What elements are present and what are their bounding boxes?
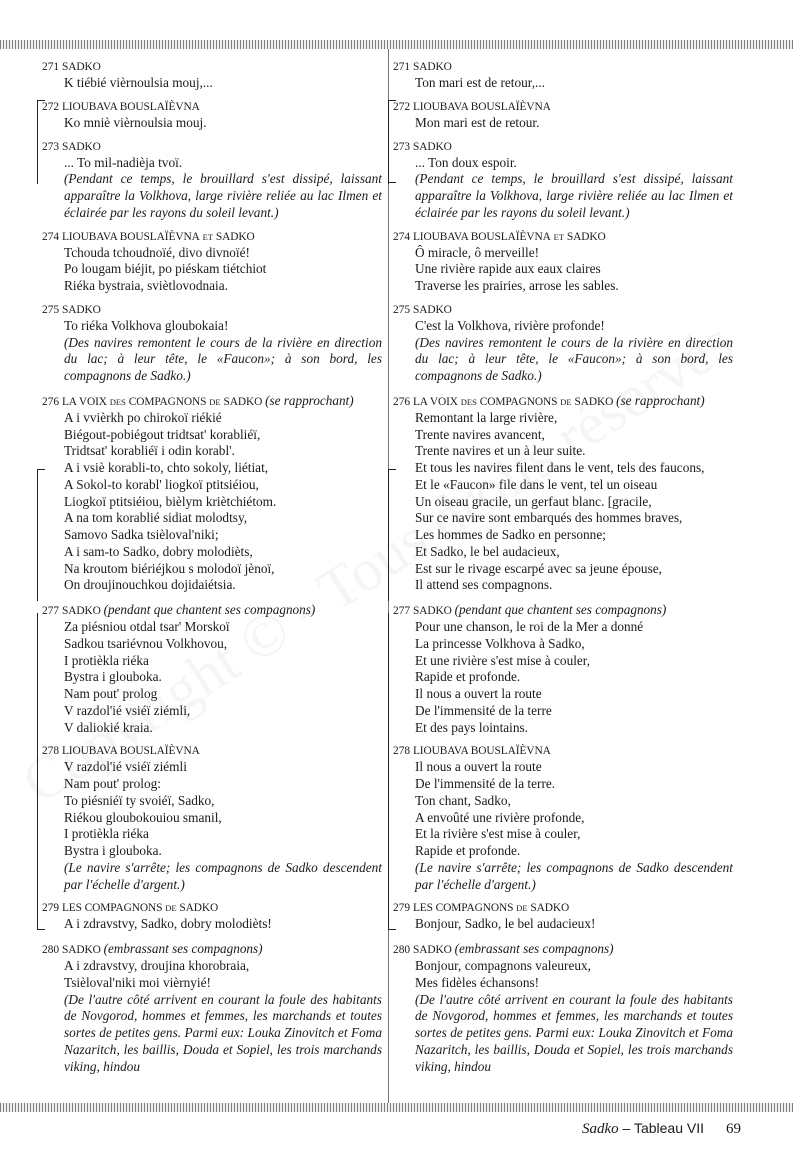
- verse-line: A i vvièrkh po chirokoï riékié: [64, 409, 222, 425]
- line-number: 273: [42, 140, 60, 153]
- speaker-heading: [42, 303, 382, 318]
- line-number: 275: [42, 303, 60, 316]
- verse-line: A na tom korablié sidiat molodtsy,: [64, 510, 248, 526]
- margin-bracket: [37, 613, 38, 930]
- footer-dash: –: [618, 1120, 634, 1136]
- dialogue-entry: [42, 602, 382, 736]
- stage-direction: (embrassant ses compagnons): [103, 941, 263, 956]
- speaker-heading: [42, 941, 382, 958]
- speaker-name: LIOUBAVA BOUSLAÏÈVNA: [412, 100, 551, 113]
- speaker-heading: [393, 140, 733, 155]
- verse-line: A i vsiè korabli-to, chto sokoly, liétiat,: [64, 460, 269, 475]
- speaker-conjunction: DE: [516, 903, 528, 914]
- verse-line: Il nous a ouvert la route: [415, 759, 542, 775]
- speaker-heading: [393, 303, 733, 318]
- verse-line: Riékou gloubokouiou smanil,: [64, 809, 222, 825]
- verse-line: Nam pout' prolog: [64, 686, 158, 701]
- verse-line: Mes fidèles échansons!: [415, 974, 540, 990]
- speaker-name: LIOUBAVA BOUSLAÏÈVNA: [412, 230, 551, 243]
- verse-line: Et la rivière s'est mise à couler,: [415, 826, 581, 842]
- verse-line: Ko mniè vièrnoulsia mouj.: [64, 114, 207, 130]
- verse-line: A i zdravstvy, droujina khorobraia,: [64, 958, 250, 973]
- dialogue-entry: [393, 602, 733, 736]
- line-number: 278: [42, 745, 60, 758]
- verse-line: Traverse les prairies, arrose les sables.: [415, 278, 619, 293]
- dialogue-entry: [393, 230, 733, 295]
- dialogue-entry: [42, 941, 382, 1075]
- verse-line: Et tous les navires filent dans le vent, tels des faucons,: [415, 460, 705, 475]
- stage-direction-text: (Le navire s'arrête; les compagnons de Sadko descendent par l'échelle d'argent.): [415, 859, 733, 892]
- speaker-heading: [393, 744, 733, 759]
- speaker-heading: [42, 744, 382, 759]
- dialogue-entry: [42, 744, 382, 893]
- verse-line: Po lougam biéjit, po piéskam tiétchiot: [64, 261, 267, 277]
- verse-line: K tiébié vièrnoulsia mouj,...: [64, 75, 213, 90]
- line-number: 272: [42, 100, 60, 113]
- speaker-name: LES COMPAGNONS: [61, 902, 163, 915]
- line-number: 272: [393, 100, 411, 113]
- line-number: 278: [393, 745, 411, 758]
- speaker-name: LIOUBAVA BOUSLAÏÈVNA: [412, 745, 551, 758]
- dialogue-entry: [42, 303, 382, 385]
- stage-direction: (se rapprochant): [265, 392, 354, 408]
- speaker-conjunction: ET: [202, 231, 213, 242]
- speaker-name: SADKO: [412, 140, 452, 153]
- dialogue-entry: [393, 303, 733, 385]
- dialogue-entry: [393, 901, 733, 933]
- verse-line: Une rivière rapide aux eaux claires: [415, 261, 601, 277]
- speaker-name: LES COMPAGNONS: [412, 902, 514, 915]
- speaker-name: LA VOIX: [61, 395, 107, 408]
- stage-direction-text: (Le navire s'arrête; les compagnons de Sadko descendent par l'échelle d'argent.): [64, 859, 382, 892]
- verse-line: Bonjour, compagnons valeureux,: [415, 958, 591, 973]
- verse-line: Un oiseau gracile, un gerfaut blanc. [gracile,: [415, 493, 652, 509]
- line-number: 279: [393, 902, 411, 915]
- speaker-name: SADKO: [61, 944, 101, 956]
- speaker-heading: [393, 901, 733, 916]
- dialogue-entry: [42, 60, 382, 92]
- verse-line: V razdol'ié vsiéï ziémli: [64, 759, 187, 775]
- dialogue-entry: [42, 901, 382, 933]
- stage-direction-text: (De l'autre côté arrivent en courant la foule des habitants de Novgorod, hommes et femmes, les marchands et toutes sortes de petites gens. Parmi eux: Louka Zinovitch et Foma Nazaritch, les baillis, Douda et Sopiel, les trois marchands viking, hindou: [415, 991, 733, 1074]
- speaker-name: SADKO: [61, 61, 101, 73]
- margin-bracket: [388, 143, 389, 183]
- speaker-name: SADKO: [412, 61, 452, 73]
- verse-line: I protièkla riéka: [64, 826, 149, 842]
- verse-line: Il attend ses compagnons.: [415, 577, 553, 593]
- speaker-name: SADKO: [61, 303, 101, 316]
- speaker-name: SADKO: [412, 303, 452, 316]
- verse-line: Il nous a ouvert la route: [415, 686, 542, 701]
- verse-line: Pour une chanson, le roi de la Mer a donné: [415, 619, 644, 634]
- stage-direction-text: (Pendant ce temps, le brouillard s'est dissipé, laissant apparaître la Volkhova, large rivière reliée au lac Ilmen et éclairée par les rayons du soleil levant.): [64, 171, 382, 220]
- speaker-name: SADKO: [574, 395, 614, 408]
- verse-line: De l'immensité de la terre.: [415, 776, 556, 791]
- line-number: 280: [393, 944, 411, 956]
- speaker-name: SADKO: [61, 605, 101, 617]
- verse-line: Mon mari est de retour.: [415, 114, 540, 130]
- verse-line: Sur ce navire sont embarqués des hommes braves,: [415, 510, 683, 526]
- verse-line: To riéka Volkhova gloubokaia!: [64, 317, 229, 333]
- verse-line: On droujinouchkou dojidaiétsia.: [64, 577, 236, 593]
- speaker-heading: [393, 100, 733, 115]
- speaker-name: SADKO: [566, 230, 606, 243]
- verse-line: A Sokol-to korabl' liogkoï ptitsiéiou,: [64, 476, 259, 492]
- stage-direction-text: (Des navires remontent le cours de la rivière en direction du lac; à leur tête, le «Faucon»; à son bord, les compagnons de Sadko.): [64, 334, 382, 383]
- dialogue-entry: [42, 230, 382, 295]
- speaker-name: SADKO: [412, 944, 452, 956]
- verse-line: To piésniéï ty svoiéï, Sadko,: [64, 792, 215, 808]
- line-number: 276: [42, 395, 60, 408]
- verse-line: A envoûté une rivière profonde,: [415, 809, 585, 825]
- verse-line: Sadkou tsariévnou Volkhovou,: [64, 635, 228, 651]
- dialogue-entry: [393, 100, 733, 132]
- speaker-name: LIOUBAVA BOUSLAÏÈVNA: [61, 100, 200, 113]
- stage-direction: (pendant que chantent ses compagnons): [454, 602, 667, 617]
- speaker-heading: [393, 230, 733, 245]
- speaker-heading: [42, 60, 382, 75]
- stage-direction-text: (Des navires remontent le cours de la rivière en direction du lac; à leur tête, le «Faucon»; à son bord, les compagnons de Sadko.): [415, 334, 733, 383]
- stage-direction: (embrassant ses compagnons): [454, 941, 614, 956]
- verse-line: ... To mil-nadièja tvoï.: [64, 154, 183, 170]
- speaker-name: SADKO: [215, 230, 255, 243]
- margin-bracket: [388, 469, 389, 601]
- verse-line: Remontant la large rivière,: [415, 409, 558, 425]
- line-number: 274: [393, 230, 411, 243]
- verse-line: Trente navires avancent,: [415, 426, 545, 442]
- footer-title: Sadko: [581, 1121, 619, 1137]
- stage-direction: (pendant que chantent ses compagnons): [103, 602, 316, 617]
- margin-bracket: [37, 100, 38, 184]
- verse-line: Riéka bystraia, svièt​lovodnaia.: [64, 278, 228, 293]
- dialogue-entry: [393, 744, 733, 893]
- dialogue-entry: [42, 100, 382, 132]
- verse-line: Trente navires et un à leur suite.: [415, 443, 586, 459]
- dialogue-entry: [393, 393, 733, 594]
- verse-line: Et le «Faucon» file dans le vent, tel un oiseau: [415, 476, 658, 492]
- verse-line: ... Ton doux espoir.: [415, 154, 517, 170]
- verse-line: Et des pays lointains.: [415, 719, 529, 735]
- verse-line: Ton chant, Sadko,: [415, 792, 511, 808]
- line-number: 275: [393, 303, 411, 316]
- verse-line: A i zdravstvy, Sadko, dobry molodièts!: [64, 916, 272, 932]
- speaker-name: COMPAGNONS: [479, 395, 558, 408]
- speaker-heading: [393, 941, 733, 958]
- speaker-name: SADKO: [223, 395, 263, 408]
- stage-direction: (se rapprochant): [616, 392, 705, 408]
- line-number: 271: [42, 61, 60, 73]
- verse-line: Tchouda tchoudnoïé, divo divnoïé!: [64, 244, 250, 260]
- speaker-conjunction: DES: [109, 396, 126, 407]
- verse-line: Na kroutom biériéjkou s molodoï jènoï,: [64, 560, 275, 576]
- speaker-name: COMPAGNONS: [128, 395, 207, 408]
- dialogue-entry: [393, 941, 733, 1075]
- speaker-name: LIOUBAVA BOUSLAÏÈVNA: [61, 230, 200, 243]
- verse-line: Bystra i glouboka.: [64, 843, 162, 858]
- dialogue-entry: [42, 140, 382, 222]
- speaker-heading: [42, 100, 382, 115]
- speaker-name: SADKO: [412, 605, 452, 617]
- speaker-name: SADKO: [179, 902, 219, 915]
- verse-line: Rapide et profonde.: [415, 843, 521, 858]
- line-number: 276: [393, 395, 411, 408]
- speaker-heading: [42, 602, 382, 619]
- speaker-name: SADKO: [530, 902, 570, 915]
- verse-line: I protièkla riéka: [64, 652, 149, 668]
- verse-line: De l'immensité de la terre: [415, 702, 552, 718]
- line-number: 279: [42, 902, 60, 915]
- speaker-heading: [42, 393, 382, 410]
- verse-line: Liogkoï ptitsiéiou, bièlym krièt​chiétom.: [64, 493, 277, 509]
- speaker-heading: [393, 602, 733, 619]
- speaker-conjunction: DE: [209, 396, 221, 407]
- verse-line: A i sam-to Sadko, dobry molodièts,: [64, 543, 253, 559]
- verse-line: Les hommes de Sadko en personne;: [415, 527, 606, 542]
- russian-text-column: [42, 60, 382, 1083]
- footer-tableau: Tableau VII: [633, 1120, 704, 1136]
- line-number: 271: [393, 61, 411, 73]
- verse-line: Est sur le rivage escarpé avec sa jeune épouse,: [415, 560, 662, 576]
- verse-line: Bonjour, Sadko, le bel audacieux!: [415, 916, 596, 932]
- speaker-heading: [393, 60, 733, 75]
- speaker-conjunction: DE: [165, 903, 177, 914]
- verse-line: Samovo Sadka tsièloval'niki;: [64, 527, 219, 542]
- speaker-heading: [42, 140, 382, 155]
- line-number: 277: [393, 605, 411, 617]
- verse-line: Ton mari est de retour,...: [415, 75, 545, 90]
- page-number: 69: [726, 1121, 741, 1137]
- speaker-conjunction: DE: [560, 396, 572, 407]
- verse-line: Bystra i glouboka.: [64, 669, 162, 685]
- line-number: 280: [42, 944, 60, 956]
- verse-line: La princesse Volkhova à Sadko,: [415, 635, 585, 651]
- verse-line: Et Sadko, le bel audacieux,: [415, 543, 560, 559]
- speaker-name: LIOUBAVA BOUSLAÏÈVNA: [61, 745, 200, 758]
- speaker-name: LA VOIX: [412, 395, 458, 408]
- margin-bracket: [37, 469, 38, 601]
- verse-line: Et une rivière s'est mise à couler,: [415, 652, 591, 668]
- french-text-column: [393, 60, 733, 1083]
- line-number: 277: [42, 605, 60, 617]
- verse-line: Rapide et profonde.: [415, 669, 521, 685]
- stage-direction-text: (Pendant ce temps, le brouillard s'est dissipé, laissant apparaître la Volkhova, large rivière reliée au lac Ilmen et éclairée par les rayons du soleil levant.): [415, 171, 733, 220]
- verse-line: Tsièloval'niki moi vièrnyié!: [64, 974, 211, 990]
- verse-line: Nam pout' prolog:: [64, 776, 161, 791]
- speaker-conjunction: ET: [553, 231, 564, 242]
- stage-direction-text: (De l'autre côté arrivent en courant la foule des habitants de Novgorod, hommes et femmes, les marchands et toutes sortes de petites gens. Parmi eux: Louka Zinovitch et Foma Nazaritch, les baillis, Douda et Sopiel, les trois marchands viking, hindou: [64, 991, 382, 1074]
- speaker-heading: [393, 393, 733, 410]
- top-border-band: [0, 40, 793, 49]
- bottom-border-band: [0, 1103, 793, 1112]
- line-number: 274: [42, 230, 60, 243]
- verse-line: C'est la Volkhova, rivière profonde!: [415, 317, 605, 333]
- verse-line: V daliokié kraia.: [64, 719, 153, 735]
- speaker-name: SADKO: [61, 140, 101, 153]
- speaker-conjunction: DES: [460, 396, 477, 407]
- margin-bracket: [388, 613, 389, 930]
- dialogue-entry: [393, 60, 733, 92]
- verse-line: Za piésniou otdal tsar' Morskoï: [64, 619, 230, 634]
- line-number: 273: [393, 140, 411, 153]
- page-footer: [582, 1120, 741, 1138]
- verse-line: V razdol'ié vsiéï ziémli,: [64, 702, 191, 718]
- verse-line: Biégout-pobiégout tridtsat' korabliéï,: [64, 426, 261, 442]
- speaker-heading: [42, 230, 382, 245]
- dialogue-entry: [393, 140, 733, 222]
- verse-line: Ô miracle, ô merveille!: [415, 244, 540, 260]
- speaker-heading: [42, 901, 382, 916]
- verse-line: Tridtsat' korabliéï i odin korabl'.: [64, 443, 235, 459]
- dialogue-entry: [42, 393, 382, 594]
